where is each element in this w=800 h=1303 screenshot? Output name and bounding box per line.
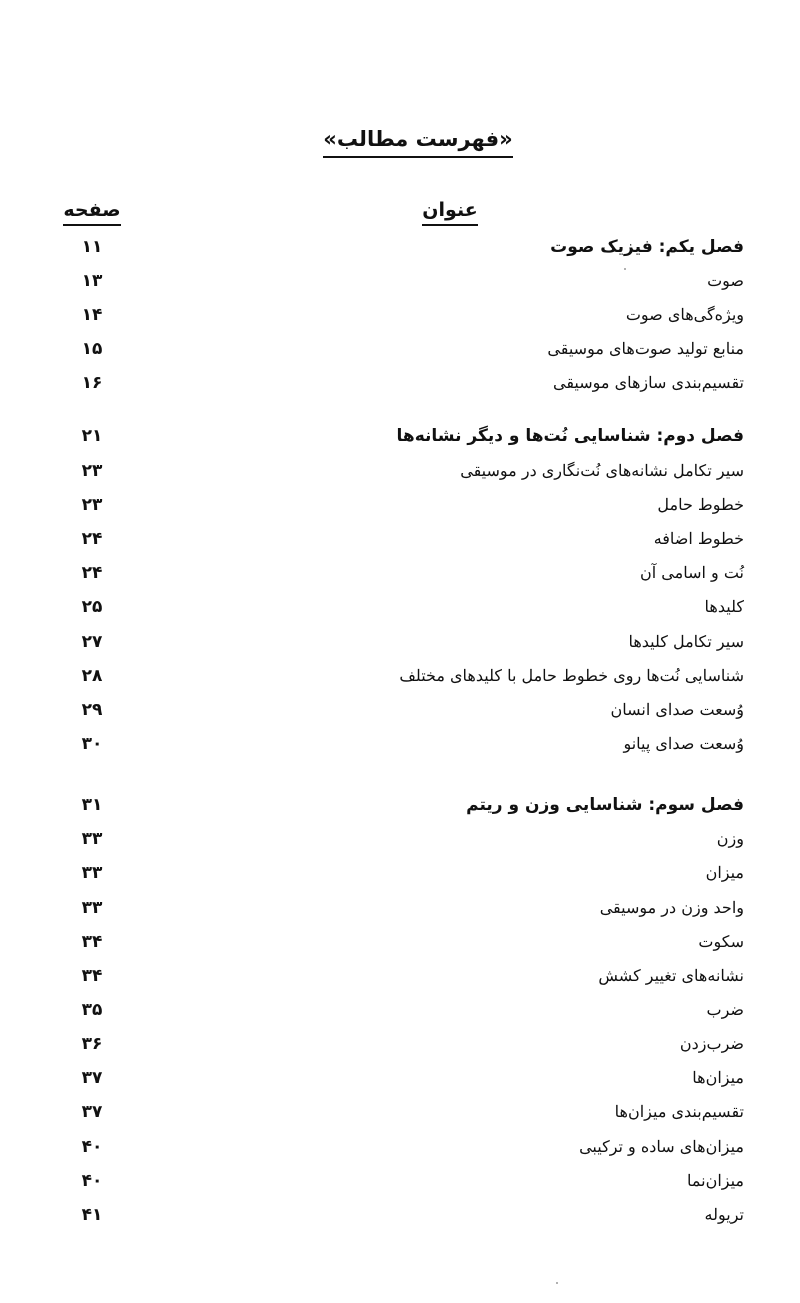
section-title: میزان‌های ساده و ترکیبی bbox=[579, 1137, 744, 1156]
toc-row bbox=[0, 1132, 800, 1162]
page-number: ۴۰ bbox=[81, 1137, 103, 1157]
chapter-row bbox=[0, 790, 800, 820]
section-title: وُسعت صدای پیانو bbox=[623, 734, 744, 753]
scan-speck bbox=[556, 1282, 558, 1284]
toc-row bbox=[0, 558, 800, 588]
page-number: ۲۳ bbox=[81, 461, 103, 481]
page-number: ۲۴ bbox=[81, 529, 103, 549]
section-title: میزان‌ها bbox=[692, 1068, 744, 1087]
page-number: ۳۳ bbox=[81, 898, 103, 918]
page-number: ۳۴ bbox=[81, 966, 103, 986]
section-title: صوت bbox=[707, 271, 744, 290]
section-title: منابع تولید صوت‌های موسیقی bbox=[547, 339, 744, 358]
toc-row bbox=[0, 300, 800, 330]
page-number: ۳۴ bbox=[81, 932, 103, 952]
toc-row bbox=[0, 729, 800, 759]
toc-row bbox=[0, 456, 800, 486]
section-title: تقسیم‌بندی میزان‌ها bbox=[614, 1102, 744, 1121]
page-column-header-text: صفحه bbox=[63, 196, 120, 226]
chapter-row bbox=[0, 232, 800, 262]
page-number: ۳۳ bbox=[81, 829, 103, 849]
toc-row bbox=[0, 893, 800, 923]
page-number: ۱۶ bbox=[81, 373, 103, 393]
section-title: نُت و اسامی آن bbox=[640, 563, 744, 582]
section-title: خطوط اضافه bbox=[653, 529, 744, 548]
page-number: ۲۳ bbox=[81, 495, 103, 515]
page-number: ۳۰ bbox=[81, 734, 103, 754]
toc-row bbox=[0, 592, 800, 622]
section-title: کلیدها bbox=[704, 597, 744, 616]
title-column-header bbox=[400, 196, 500, 226]
toc-row bbox=[0, 695, 800, 725]
page-column-header bbox=[62, 196, 122, 226]
chapter-title: فصل دوم: شناسایی نُت‌ها و دیگر نشانه‌ها bbox=[396, 426, 744, 446]
section-title: سیر تکامل نشانه‌های نُت‌نگاری در موسیقی bbox=[460, 461, 744, 480]
toc-row bbox=[0, 1029, 800, 1059]
section-title: سیر تکامل کلیدها bbox=[628, 632, 744, 651]
chapter-row bbox=[0, 421, 800, 451]
section-title: واحد وزن در موسیقی bbox=[599, 898, 744, 917]
scan-speck bbox=[624, 268, 626, 270]
section-title: وزن bbox=[716, 829, 744, 848]
toc-row bbox=[0, 368, 800, 398]
page-number: ۱۳ bbox=[81, 271, 103, 291]
toc-row bbox=[0, 858, 800, 888]
section-title: تریوله bbox=[704, 1205, 744, 1224]
toc-row bbox=[0, 961, 800, 991]
chapter-title: فصل یکم: فیزیک صوت bbox=[550, 237, 744, 257]
page-number: ۳۵ bbox=[81, 1000, 103, 1020]
page-number: ۲۴ bbox=[81, 563, 103, 583]
toc-row bbox=[0, 627, 800, 657]
section-title: ضرب‌زدن bbox=[679, 1034, 744, 1053]
section-title: میزان bbox=[705, 863, 744, 882]
section-title: شناسایی نُت‌ها روی خطوط حامل با کلیدهای مختلف bbox=[399, 666, 744, 685]
section-title: میزان‌نما bbox=[687, 1171, 744, 1190]
section-title: وُسعت صدای انسان bbox=[610, 700, 744, 719]
toc-row bbox=[0, 661, 800, 691]
toc-row bbox=[0, 334, 800, 364]
page-number: ۲۸ bbox=[81, 666, 103, 686]
toc-row bbox=[0, 927, 800, 957]
toc-row bbox=[0, 824, 800, 854]
section-title: خطوط حامل bbox=[657, 495, 744, 514]
chapter-title: فصل سوم: شناسایی وزن و ریتم bbox=[466, 795, 744, 815]
toc-row bbox=[0, 1097, 800, 1127]
page-title bbox=[0, 124, 800, 158]
page-number: ۳۶ bbox=[81, 1034, 103, 1054]
title-column-header-text: عنوان bbox=[422, 196, 477, 226]
toc-row bbox=[0, 1063, 800, 1093]
page-title-text: «فهرست مطالب» bbox=[323, 124, 512, 158]
toc-row bbox=[0, 490, 800, 520]
page-number: ۲۷ bbox=[81, 632, 103, 652]
toc-row bbox=[0, 1166, 800, 1196]
page-number: ۱۱ bbox=[81, 237, 103, 257]
page-number: ۱۴ bbox=[81, 305, 103, 325]
page-number: ۴۰ bbox=[81, 1171, 103, 1191]
toc-row bbox=[0, 266, 800, 296]
toc-row bbox=[0, 524, 800, 554]
section-title: نشانه‌های تغییر کشش bbox=[598, 966, 744, 985]
page-number: ۳۷ bbox=[81, 1102, 103, 1122]
page-number: ۳۱ bbox=[81, 795, 103, 815]
page-number: ۲۱ bbox=[81, 426, 103, 446]
page-number: ۴۱ bbox=[81, 1205, 103, 1225]
page-number: ۱۵ bbox=[81, 339, 103, 359]
section-title: ویژه‌گی‌های صوت bbox=[625, 305, 744, 324]
page-number: ۳۳ bbox=[81, 863, 103, 883]
page-number: ۲۵ bbox=[81, 597, 103, 617]
toc-row bbox=[0, 995, 800, 1025]
toc-row bbox=[0, 1200, 800, 1230]
page-number: ۳۷ bbox=[81, 1068, 103, 1088]
section-title: تقسیم‌بندی سازهای موسیقی bbox=[552, 373, 744, 392]
section-title: ضرب bbox=[706, 1000, 744, 1019]
section-title: سکوت bbox=[698, 932, 744, 951]
page-number: ۲۹ bbox=[81, 700, 103, 720]
